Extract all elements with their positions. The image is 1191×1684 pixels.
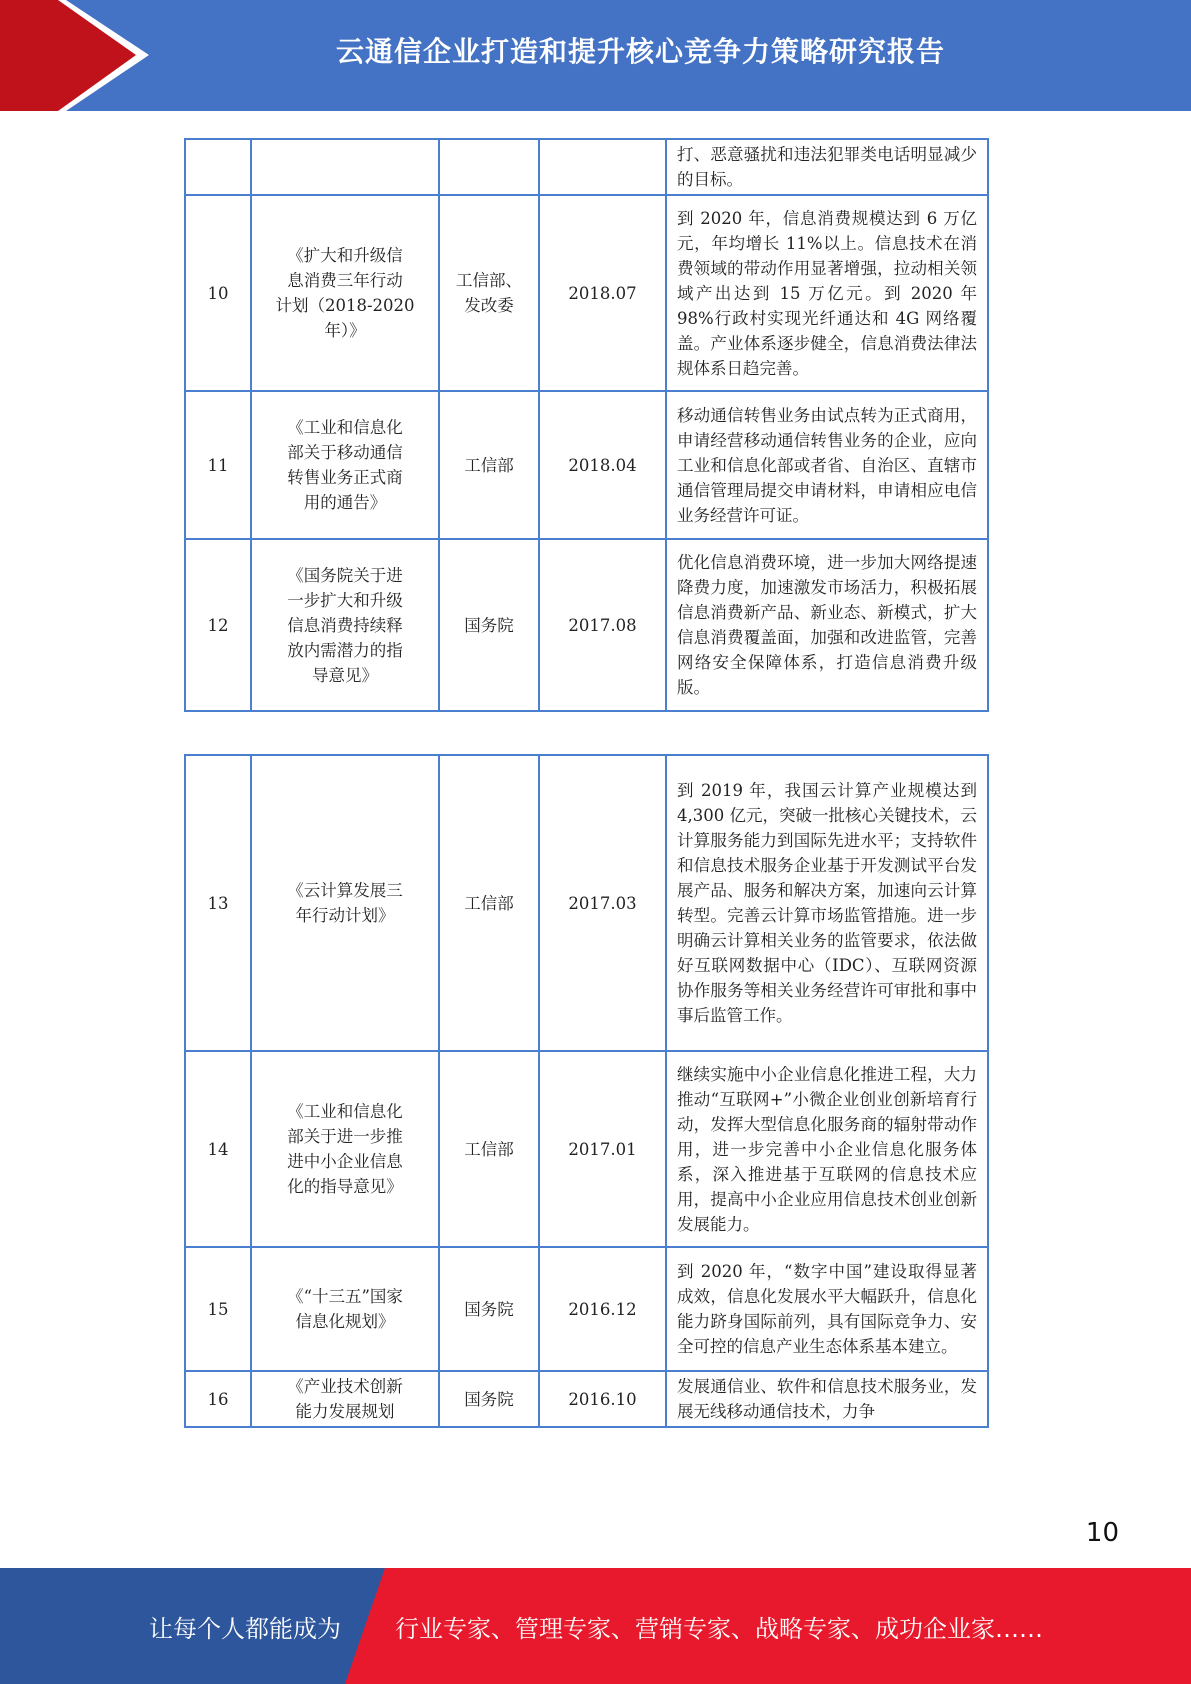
department-line: 工信部: [464, 893, 514, 913]
policy-name-line: 《产业技术创新: [287, 1377, 403, 1396]
header-chevron-icon: [0, 0, 160, 111]
issuing-department: [439, 195, 539, 391]
policy-name-line: 能力发展规划: [295, 1402, 395, 1421]
policy-table-lower: [184, 754, 989, 1428]
issue-date: 2018.07: [539, 195, 666, 391]
row-number: 13: [185, 755, 251, 1051]
issue-date: 2017.03: [539, 755, 666, 1051]
department-line: 国务院: [464, 1389, 514, 1409]
policy-name-line: 《国务院关于进: [287, 565, 403, 585]
policy-name: [251, 1247, 439, 1371]
policy-name-line: 信息化规划》: [295, 1312, 395, 1331]
issue-date: 2017.08: [539, 539, 666, 711]
policy-summary: 发展通信业、软件和信息技术服务业，发展无线移动通信技术，力争: [666, 1371, 988, 1427]
policy-summary: 到 2020 年，信息消费规模达到 6 万亿元，年均增长 11%以上。信息技术在消费领域的带动作用显著增强，拉动相关领域产出达到 15 万亿元。到 2020 年 98%行政村实现光纤通达和 4G 网络覆盖。产业体系逐步健全，信息消费法律法规体系日趋完善。: [666, 195, 988, 391]
department-line: 工信部、: [456, 271, 522, 290]
policy-summary: 打、恶意骚扰和违法犯罪类电话明显减少的目标。: [666, 139, 988, 195]
policy-name: [251, 539, 439, 711]
policy-name-line: 一步扩大和升级: [287, 590, 403, 610]
policy-name-line: 部关于进一步推: [287, 1127, 403, 1146]
policy-name-line: 转售业务正式商: [287, 468, 403, 487]
policy-name-line: 《扩大和升级信: [287, 246, 403, 265]
page-number: 10: [1085, 1518, 1119, 1548]
header-band: [0, 0, 1191, 111]
issue-date: 2016.12: [539, 1247, 666, 1371]
policy-name: [251, 139, 439, 195]
policy-summary: 到 2019 年，我国云计算产业规模达到 4,300 亿元，突破一批核心关键技术，云计算服务能力到国际先进水平；支持软件和信息技术服务企业基于开发测试平台发展产品、服务和解决方案，加速向云计算转型。完善云计算市场监管措施。进一步明确云计算相关业务的监管要求，依法做好互联网数据中心（IDC）、互联网资源协作服务等相关业务经营许可审批和事中事后监管工作。: [666, 755, 988, 1051]
issuing-department: [439, 1247, 539, 1371]
issuing-department: [439, 391, 539, 539]
table-row: [185, 755, 988, 1051]
row-number: 11: [185, 391, 251, 539]
policy-name: [251, 755, 439, 1051]
footer-band: [0, 1568, 1191, 1684]
department-line: 国务院: [464, 1299, 514, 1319]
policy-name: [251, 1371, 439, 1427]
issuing-department: [439, 1051, 539, 1247]
footer-slogan-right: 行业专家、管理专家、营销专家、战略专家、成功企业家……: [395, 1614, 1043, 1643]
policy-name-line: 导意见》: [312, 665, 378, 685]
policy-name-line: 《“十三五”国家: [287, 1287, 403, 1306]
row-number: 16: [185, 1371, 251, 1427]
department-line: 工信部: [464, 455, 514, 475]
department-line: 国务院: [464, 615, 514, 635]
issue-date: 2016.10: [539, 1371, 666, 1427]
policy-summary: 移动通信转售业务由试点转为正式商用，申请经营移动通信转售业务的企业，应向工业和信息化部或者省、自治区、直辖市通信管理局提交申请材料，申请相应电信业务经营许可证。: [666, 391, 988, 539]
policy-name-line: 进中小企业信息: [287, 1152, 403, 1171]
policy-name-line: 《工业和信息化: [287, 418, 403, 437]
policy-name-line: 放内需潜力的指: [287, 640, 403, 660]
issue-date: [539, 139, 666, 195]
policy-name: [251, 195, 439, 391]
row-number: [185, 139, 251, 195]
issuing-department: [439, 539, 539, 711]
policy-name-line: 年）》: [324, 321, 366, 340]
policy-name-line: 息消费三年行动: [287, 271, 403, 290]
issue-date: 2018.04: [539, 391, 666, 539]
row-number: 10: [185, 195, 251, 391]
row-number: 12: [185, 539, 251, 711]
policy-name-line: 化的指导意见》: [287, 1177, 403, 1196]
table-row: [185, 139, 988, 195]
table-row: [185, 1051, 988, 1247]
policy-name: [251, 1051, 439, 1247]
policy-name-line: 部关于移动通信: [287, 443, 403, 462]
issuing-department: [439, 755, 539, 1051]
row-number: 14: [185, 1051, 251, 1247]
table-row: [185, 195, 988, 391]
department-line: 发改委: [464, 296, 514, 315]
issue-date: 2017.01: [539, 1051, 666, 1247]
policy-summary: 继续实施中小企业信息化推进工程，大力推动“互联网+”小微企业创业创新培育行动，发挥大型信息化服务商的辐射带动作用，进一步完善中小企业信息化服务体系，深入推进基于互联网的信息技术应用，提高中小企业应用信息技术创业创新发展能力。: [666, 1051, 988, 1247]
policy-summary: 优化信息消费环境，进一步加大网络提速降费力度，加速激发市场活力，积极拓展信息消费新产品、新业态、新模式，扩大信息消费覆盖面，加强和改进监管，完善网络安全保障体系，打造信息消费升级版。: [666, 539, 988, 711]
table-row: [185, 391, 988, 539]
policy-name: [251, 391, 439, 539]
table-row: [185, 539, 988, 711]
issuing-department: [439, 139, 539, 195]
issuing-department: [439, 1371, 539, 1427]
footer-slogan-left: 让每个人都能成为: [149, 1614, 341, 1643]
policy-table-upper: [184, 138, 989, 712]
table-row: [185, 1247, 988, 1371]
policy-name-line: 计划（2018-2020: [275, 296, 415, 315]
policy-summary: 到 2020 年，“数字中国”建设取得显著成效，信息化发展水平大幅跃升，信息化能力跻身国际前列，具有国际竞争力、安全可控的信息产业生态体系基本建立。: [666, 1247, 988, 1371]
policy-name-line: 《云计算发展三: [287, 881, 403, 900]
page-title: 云通信企业打造和提升核心竞争力策略研究报告: [335, 35, 945, 68]
policy-name-line: 用的通告》: [303, 493, 387, 512]
policy-name-line: 年行动计划》: [295, 906, 395, 925]
department-line: 工信部: [464, 1139, 514, 1159]
row-number: 15: [185, 1247, 251, 1371]
policy-name-line: 《工业和信息化: [287, 1102, 403, 1121]
policy-name-line: 信息消费持续释: [287, 615, 403, 635]
table-row: [185, 1371, 988, 1427]
